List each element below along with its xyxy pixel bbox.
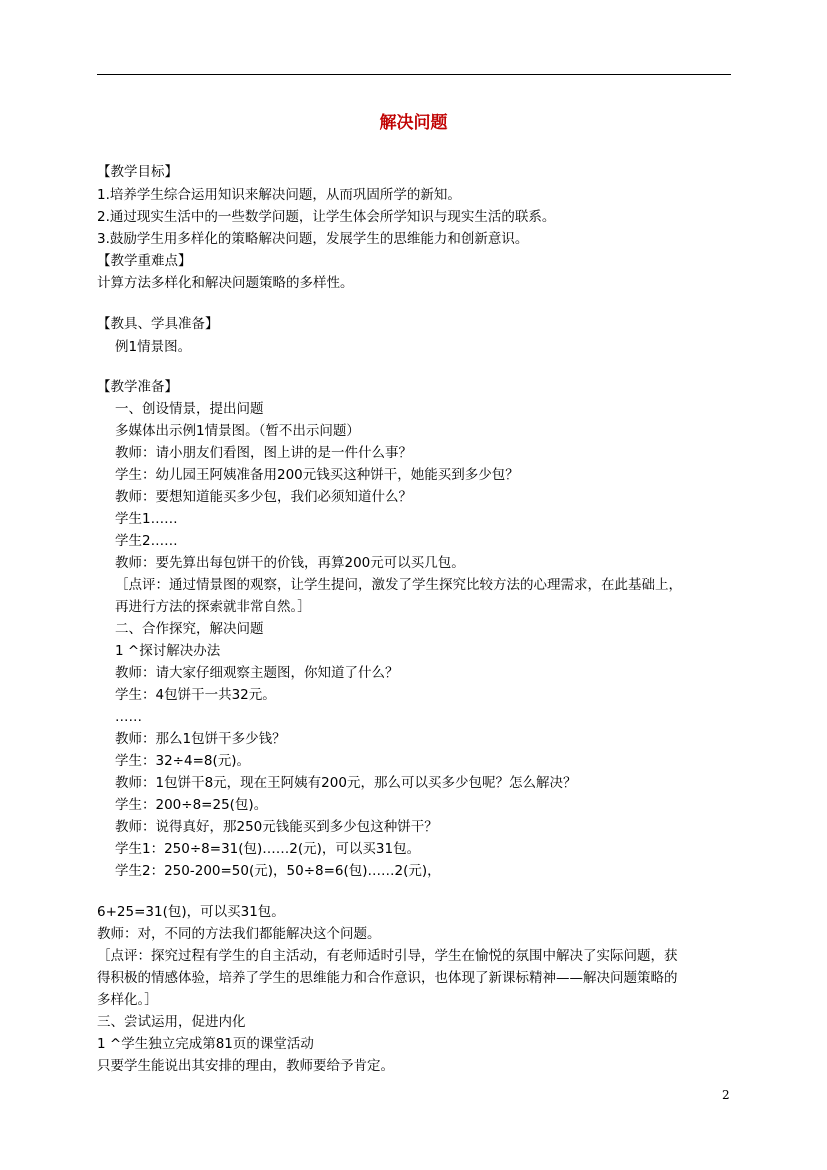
dialogue-line: 学生：32÷4=8(元)。 — [115, 753, 251, 769]
dialogue-line: 学生2：250-200=50(元)，50÷8=6(包)……2(元)， — [115, 863, 441, 879]
dialogue-line: 教师：那么1包饼干多少钱？ — [115, 731, 286, 747]
step-heading: 1 ^探讨解决办法 — [115, 643, 221, 659]
dialogue-line: 教师：说得真好，那250元钱能买到多少包这种饼干？ — [115, 819, 438, 835]
dialogue-line: 教师：对，不同的方法我们都能解决这个问题。 — [97, 926, 381, 942]
commentary-line: 多样化。］ — [97, 992, 158, 1008]
header-rule — [97, 74, 731, 75]
dialogue-line: 学生：幼儿园王阿姨准备用200元钱买这种饼干，她能买到多少包？ — [115, 467, 519, 483]
paragraph-line: 多媒体出示例1情景图。（暂不出示问题） — [115, 423, 360, 439]
objective-item-3: 3.鼓励学生用多样化的策略解决问题，发展学生的思维能力和创新意识。 — [97, 231, 529, 247]
section-heading-materials: 【教具、学具准备】 — [97, 316, 219, 332]
section-heading-key-points: 【教学重难点】 — [97, 253, 192, 269]
objective-item-1: 1.培养学生综合运用知识来解决问题，从而巩固所学的新知。 — [97, 187, 461, 203]
section-heading-preparation: 【教学准备】 — [97, 379, 178, 395]
paragraph-line: 只要学生能说出其安排的理由，教师要给予肯定。 — [97, 1058, 394, 1074]
dialogue-line: 学生：4包饼干一共32元。 — [115, 687, 276, 703]
dialogue-line: 学生2…… — [115, 533, 178, 549]
dialogue-line: 教师：要想知道能买多少包，我们必须知道什么？ — [115, 489, 412, 505]
commentary-line: ［点评：探究过程有学生的自主活动，有老师适时引导，学生在愉悦的氛围中解决了实际问题，获 — [97, 948, 678, 964]
ellipsis-line: …… — [115, 709, 142, 725]
commentary-line: 再进行方法的探索就非常自然。］ — [115, 599, 311, 615]
materials-text: 例1情景图。 — [115, 339, 192, 355]
page-number: 2 — [722, 1088, 730, 1102]
key-points-text: 计算方法多样化和解决问题策略的多样性。 — [97, 275, 354, 291]
dialogue-line: 学生1…… — [115, 511, 178, 527]
dialogue-line: 学生1：250÷8=31(包)……2(元)，可以买31包。 — [115, 841, 421, 857]
subsection-heading-3: 三、尝试运用，促进内化 — [97, 1014, 246, 1030]
section-heading-objectives: 【教学目标】 — [97, 164, 178, 180]
subsection-heading-2: 二、合作探究，解决问题 — [115, 621, 264, 637]
objective-item-2: 2.通过现实生活中的一些数学问题，让学生体会所学知识与现实生活的联系。 — [97, 209, 556, 225]
step-heading: 1 ^学生独立完成第81页的课堂活动 — [97, 1036, 314, 1052]
dialogue-line: 教师：要先算出每包饼干的价钱，再算200元可以买几包。 — [115, 555, 465, 571]
page-title: 解决问题 — [379, 113, 448, 133]
dialogue-line: 教师：请大家仔细观察主题图，你知道了什么？ — [115, 665, 399, 681]
commentary-line: ［点评：通过情景图的观察，让学生提问，激发了学生探究比较方法的心理需求，在此基础上， — [115, 577, 682, 593]
dialogue-line: 教师：请小朋友们看图，图上讲的是一件什么事？ — [115, 445, 412, 461]
commentary-line: 得积极的情感体验，培养了学生的思维能力和合作意识，也体现了新课标精神——解决问题策略的 — [97, 970, 678, 986]
subsection-heading-1: 一、创设情景，提出问题 — [115, 401, 264, 417]
paragraph-line: 6+25=31(包)，可以买31包。 — [97, 904, 285, 920]
dialogue-line: 学生：200÷8=25(包)。 — [115, 797, 268, 813]
dialogue-line: 教师：1包饼干8元，现在王阿姨有200元，那么可以买多少包呢？怎么解决？ — [115, 775, 577, 791]
